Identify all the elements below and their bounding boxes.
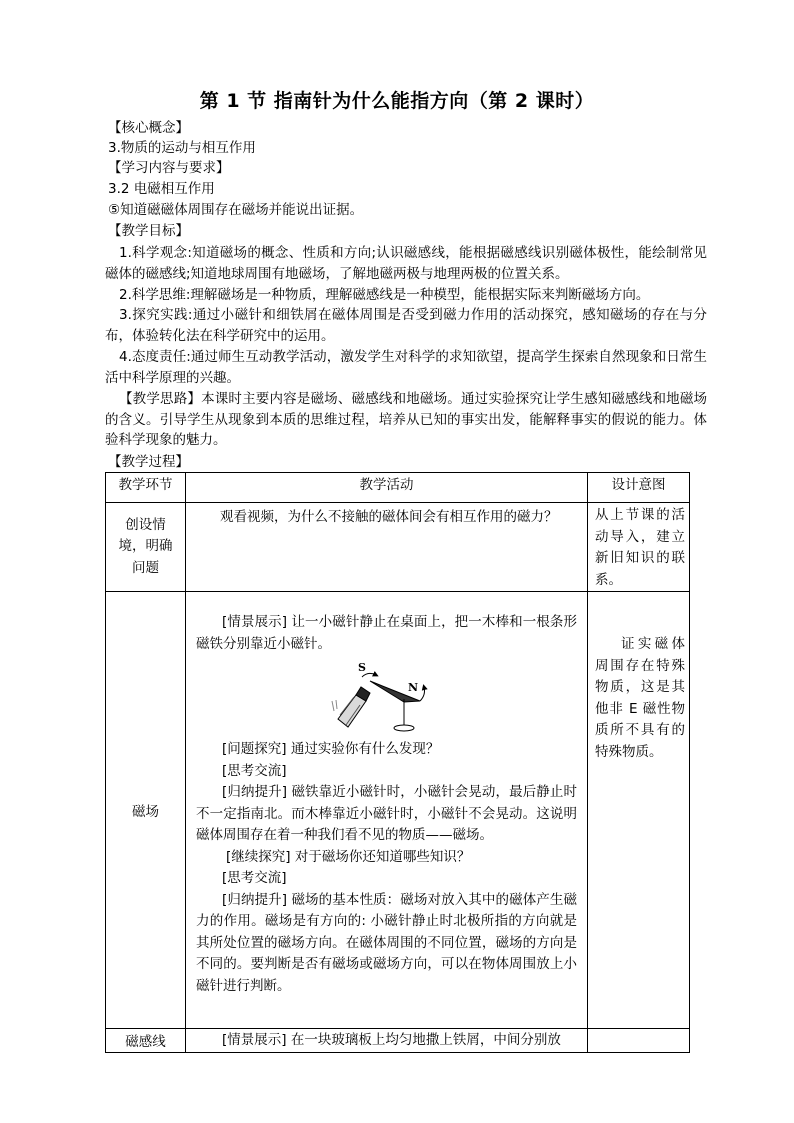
- heading-core-concept: 【核心概念】: [108, 120, 189, 136]
- summary-text: [归纳提升] 磁铁靠近小磁针时，小磁针会晃动，最后静止时不一定指南北。而木棒靠近小磁针时，小磁针不会晃动。这说明磁体周围存在着一种我们看不见的物质——磁场。: [196, 784, 577, 843]
- heading-learning-content: 【学习内容与要求】: [108, 160, 230, 176]
- summary-text: [归纳提升] 磁场的基本性质：磁场对放入其中的磁体产生磁力的作用。磁场是有方向的: 小磁针静止时北极所指的方向就是其所处位置的磁场方向。在磁体周围的不同位置，磁场的方向是不同的。要判断是否有磁场或磁场方向，可以在物体周围放上小磁针进行判断。: [196, 891, 577, 994]
- compass-magnet-illustration: [328, 657, 448, 737]
- activity-cell: [情景展示] 在一块玻璃板上均匀地撒上铁屑，中间分别放: [222, 1032, 561, 1048]
- activity-cell: 观看视频，为什么不接触的磁体间会有相互作用的磁力？: [220, 509, 558, 525]
- heading-teaching-objectives: 【教学目标】: [108, 223, 189, 239]
- core-concept-text: 3.物质的运动与相互作用: [108, 140, 256, 156]
- page-title: 第 1 节 指南针为什么能指方向（第 2 课时）: [199, 90, 595, 112]
- learning-content-item: 3.2 电磁相互作用: [108, 181, 215, 197]
- table-row: [106, 1029, 690, 1053]
- teaching-idea: 【教学思路】本课时主要内容是磁场、磁感线和地磁场。通过实验探究让学生感知磁感线和地磁场的含义。引导学生从现象到本质的思维过程，培养从已知的事实出发，能解释事实的假说的能力。体验科学现象的魅力。: [105, 391, 707, 448]
- header-activity: 教学活动: [186, 473, 588, 503]
- objective-4: 4.态度责任:通过师生互动教学活动，激发学生对科学的求知欲望，提高学生探索自然现象和日常生活中科学原理的兴趣。: [105, 349, 707, 386]
- header-stage: 教学环节: [106, 473, 186, 503]
- continue-text: [继续探究] 对于磁场你还知道哪些知识？: [226, 848, 471, 865]
- discussion-label: [思考交流]: [222, 762, 287, 779]
- question-text: [问题探究] 通过实验你有什么发现？: [222, 741, 440, 757]
- stage-cell: 创设情境，明确问题: [118, 516, 173, 576]
- n-pole-label: N: [408, 681, 419, 694]
- scenario-text: [情景展示] 让一小磁针静止在桌面上，把一木棒和一根条形磁铁分别靠近小磁针。: [196, 614, 577, 652]
- objective-1: 1.科学观念:知道磁场的概念、性质和方向;认识磁感线，能根据磁感线识别磁体极性，能绘制常见磁体的磁感线;知道地球周围有地磁场，了解地磁两极与地理两极的位置关系。: [105, 245, 707, 282]
- learning-requirement: ⑤知道磁磁体周围存在磁场并能说出证据。: [108, 202, 364, 218]
- table-row: [106, 592, 690, 1029]
- objective-2: 2.科学思维:理解磁场是一种物质，理解磁感线是一种模型，能根据实际来判断磁场方向。: [119, 287, 650, 303]
- objective-3: 3.探究实践:通过小磁针和细铁屑在磁体周围是否受到磁力作用的活动探究，感知磁场的存在与分布，体验转化法在科学研究中的运用。: [105, 307, 707, 344]
- stage-cell: 磁感线: [125, 1034, 166, 1051]
- intent-cell: 从上节课的活动导入，建立新旧知识的联系。: [595, 507, 685, 588]
- s-pole-label: S: [358, 661, 366, 674]
- teaching-process-table: [105, 472, 690, 1053]
- magnet-figure: [196, 655, 577, 739]
- table-header-row: [106, 473, 690, 503]
- heading-teaching-process: 【教学过程】: [108, 454, 189, 470]
- discussion-label: [思考交流]: [222, 870, 287, 886]
- intent-cell: 证实磁体周围存在特殊物质，这是其他非 E 磁性物质所不具有的特殊物质。: [595, 636, 685, 760]
- header-intent: 设计意图: [588, 473, 690, 503]
- table-row: [106, 503, 690, 592]
- stage-cell: 磁场: [132, 804, 159, 820]
